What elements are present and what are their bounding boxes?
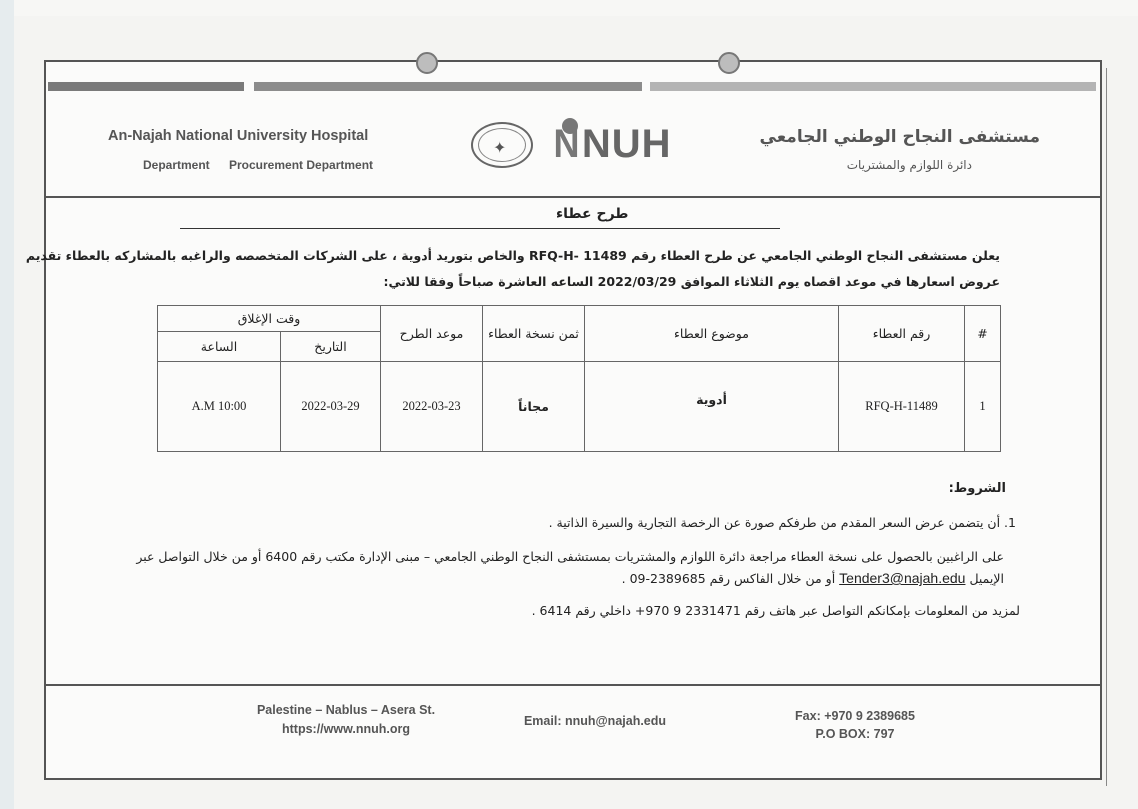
footer-divider <box>46 684 1100 686</box>
row-offering-date: 2022-03-23 <box>381 362 483 452</box>
terms-item-1: 1. أن يتضمن عرض السعر المقدم من طرفكم صورة عن الرخصة التجارية والسيرة الذاتية . <box>548 515 1016 530</box>
header-divider <box>46 196 1100 198</box>
scan-edge-top <box>14 0 1138 16</box>
header-bar-dark <box>48 82 244 91</box>
header-date: التاريخ <box>281 332 381 362</box>
row-subject: أدوية <box>585 362 839 452</box>
logo-text: NUH <box>581 122 672 166</box>
header-number: # <box>965 306 1001 362</box>
header-copy-price: ثمن نسخة العطاء <box>483 306 585 362</box>
footer-fax: Fax: +970 9 2389685 <box>795 709 915 723</box>
row-tender-no: RFQ-H-11489 <box>839 362 965 452</box>
header-closing-time: وقت الإغلاق <box>158 306 381 332</box>
table-row <box>158 362 1001 452</box>
header-subject: موضوع العطاء <box>585 306 839 362</box>
contact-fax: أو من خلال الفاكس رقم 2389685-09 . <box>621 571 840 586</box>
title-underline <box>180 228 780 229</box>
footer-email[interactable]: Email: nnuh@najah.edu <box>523 714 667 728</box>
contact-email-link[interactable]: Tender3@najah.edu <box>839 570 966 586</box>
footer-pobox: P.O BOX: 797 <box>815 727 895 741</box>
page-shadow-edge <box>1102 68 1107 786</box>
university-seal-icon: ✦ <box>471 122 533 168</box>
row-copy-price: مجاناً <box>483 362 585 452</box>
document-title: طرح عطاء <box>556 206 629 222</box>
row-closing-time: A.M 10:00 <box>158 362 281 452</box>
row-number: 1 <box>965 362 1001 452</box>
intro-line-2: عروض اسعارها في موعد اقصاه يوم الثلاثاء الموافق 2022/03/29 الساعه العاشرة صباحاً وفقا للاتي: <box>383 274 1000 289</box>
header-bar-light <box>650 82 1096 91</box>
header-time: الساعة <box>158 332 281 362</box>
hospital-name-en: An-Najah National University Hospital <box>108 128 369 144</box>
hospital-name-ar: مستشفى النجاح الوطني الجامعي <box>759 127 1040 147</box>
header-bar-mid <box>254 82 642 91</box>
contact-email-prefix: الإيميل <box>965 571 1004 586</box>
row-closing-date: 2022-03-29 <box>281 362 381 452</box>
intro-line-1: يعلن مستشفى النجاح الوطني الجامعي عن طرح العطاء رقم RFQ-H- 11489 والخاص بتوريد أدوية ، على الشركات المتخصصه والراغبه بالمشاركه بالعطاء تقديم <box>25 248 1000 263</box>
binder-hole-left <box>416 52 438 74</box>
header-tender-no: رقم العطاء <box>839 306 965 362</box>
info-line: لمزيد من المعلومات بإمكانكم التواصل عبر هاتف رقم 2331471 9 970+ داخلي رقم 6414 . <box>531 603 1020 618</box>
department-name-en: Procurement Department <box>229 158 374 172</box>
contact-line-1: على الراغبين بالحصول على نسخة العطاء مراجعة دائرة اللوازم والمشتريات بمستشفى النجاح الوطني الجامعي – مبنى الإدارة مكتب رقم 6400 أو من خلال التواصل عبر <box>136 549 1004 564</box>
department-label: Department <box>143 158 210 172</box>
terms-heading: الشروط: <box>948 481 1006 496</box>
footer-website[interactable]: https://www.nnuh.org <box>282 722 410 736</box>
department-name-ar: دائرة اللوازم والمشتريات <box>846 158 972 172</box>
contact-line-2 <box>622 570 1004 586</box>
nnuh-logo: NNUH <box>553 122 672 166</box>
tender-table <box>157 305 1001 452</box>
binder-hole-right <box>718 52 740 74</box>
footer-address: Palestine – Nablus – Asera St. <box>256 703 436 717</box>
header-offering-date: موعد الطرح <box>381 306 483 362</box>
scan-edge-left <box>0 0 14 809</box>
